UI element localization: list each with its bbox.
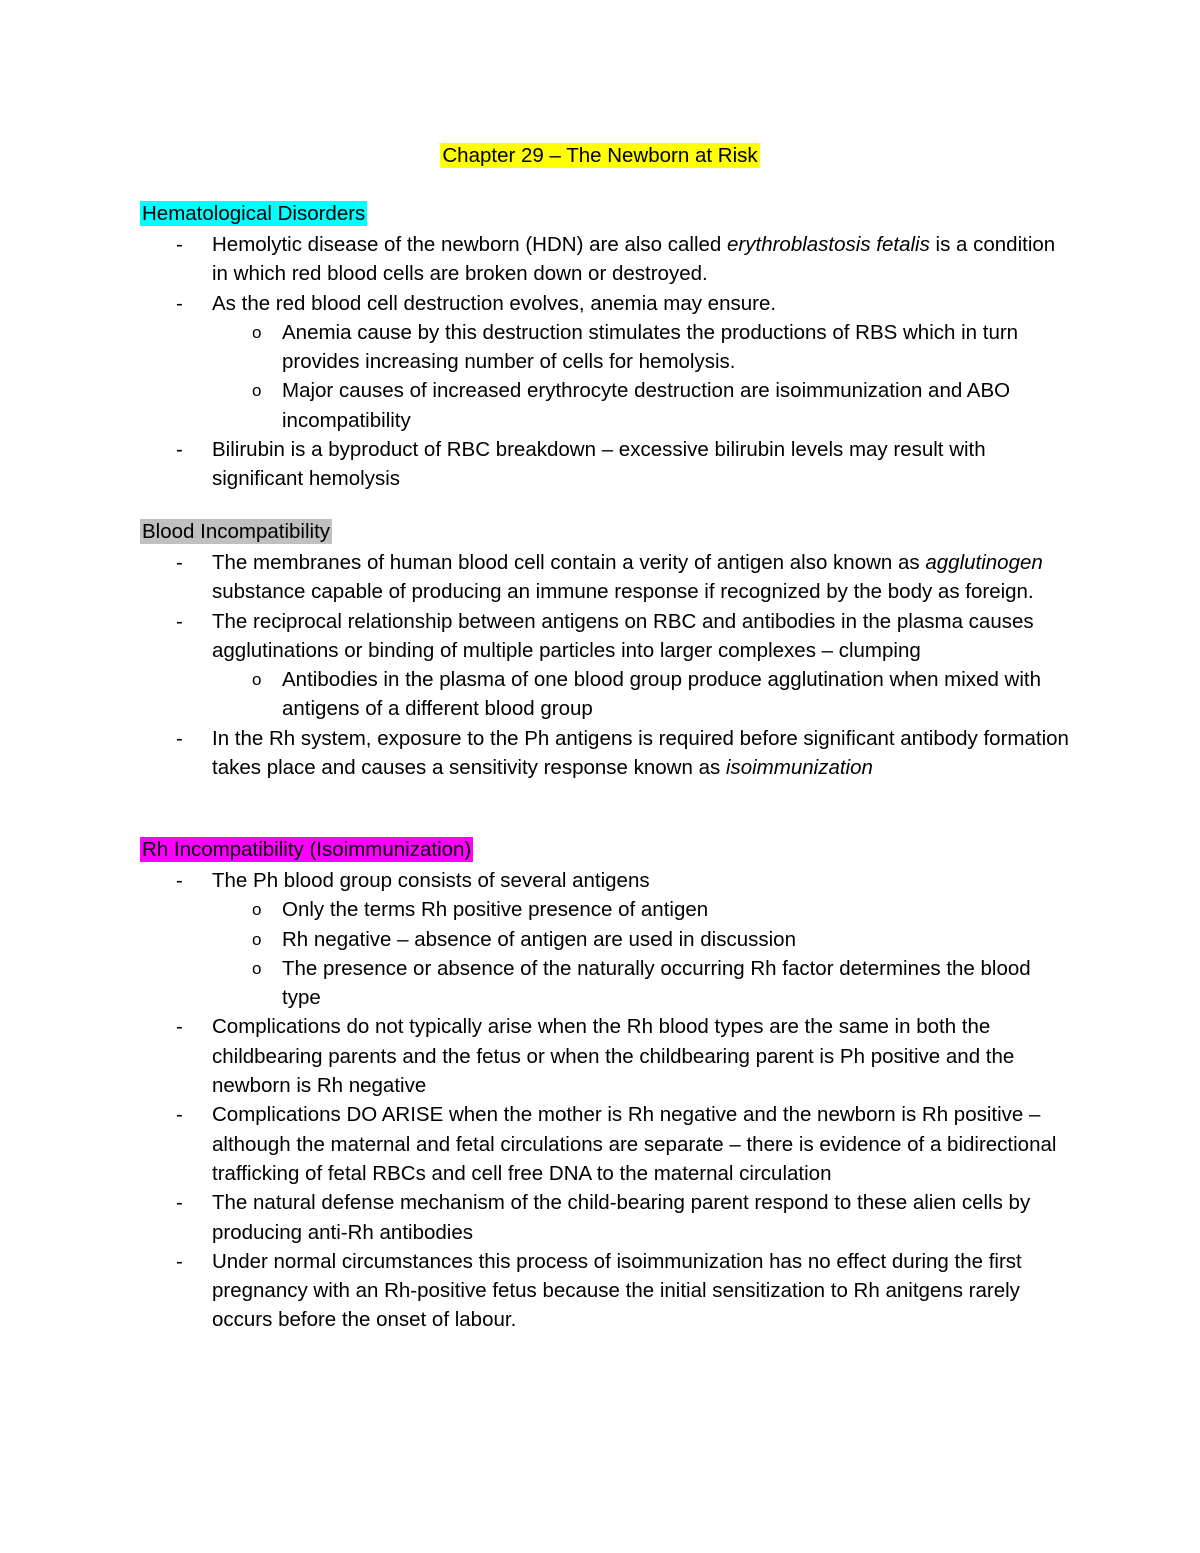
bullet-text: The reciprocal relationship between antigens on RBC and antibodies in the plasma causes agglutinations or binding of multiple particles into larger complexes – clumping xyxy=(212,609,1034,662)
circle-marker: o xyxy=(252,670,262,690)
list-item xyxy=(140,289,1070,435)
sub-list-item xyxy=(212,376,1070,435)
section-blood-incompatibility xyxy=(140,516,1070,782)
section-heading xyxy=(140,198,1070,230)
list-item xyxy=(140,230,1070,289)
bullet-list xyxy=(140,866,1070,1335)
sub-bullet-text: Rh negative – absence of antigen are used in discussion xyxy=(282,927,796,951)
dash-marker: - xyxy=(176,869,183,892)
list-item xyxy=(140,1247,1070,1335)
dash-marker: - xyxy=(176,726,183,750)
bullet-text: Bilirubin is a byproduct of RBC breakdown – excessive bilirubin levels may result with significant hemolysis xyxy=(212,438,986,491)
bullet-text: The Ph blood group consists of several antigens xyxy=(212,869,650,892)
sub-list-item xyxy=(212,925,1070,954)
bullet-text: Under normal circumstances this process of isoimmunization has no effect during the first pregnancy with an Rh-positive fetus because the initial sensitization to Rh anitgens rarely occurs before the onset of labour. xyxy=(212,1249,1022,1332)
bullet-list xyxy=(140,548,1070,782)
dash-marker: - xyxy=(176,1015,183,1039)
sub-list xyxy=(212,665,1070,724)
italic-term: agglutinogen xyxy=(925,551,1043,574)
bullet-list xyxy=(140,230,1070,494)
heading-rh-incompatibility: Rh Incompatibility (Isoimmunization) xyxy=(142,838,472,861)
dash-marker: - xyxy=(176,1103,183,1127)
section-rh-incompatibility xyxy=(140,834,1070,1335)
circle-marker: o xyxy=(252,900,262,920)
bullet-text: Complications do not typically arise when the Rh blood types are the same in both the childbearing parents and the fetus or when the childbearing parent is Ph positive and the newborn is Rh negative xyxy=(212,1015,1015,1098)
sub-list xyxy=(212,895,1070,1012)
section-hematological xyxy=(140,198,1070,494)
heading-blood-incompatibility: Blood Incompatibility xyxy=(142,520,331,543)
bullet-text: is a condition in which red blood cells are broken down or destroyed. xyxy=(212,233,1056,286)
sub-list-item xyxy=(212,665,1070,724)
dash-marker: - xyxy=(176,438,183,462)
page-title: Chapter 29 – The Newborn at Risk xyxy=(442,144,758,167)
dash-marker: - xyxy=(176,291,183,315)
sub-bullet-text: The presence or absence of the naturally occurring Rh factor determines the blood type xyxy=(282,956,1031,1010)
list-item xyxy=(140,1100,1070,1188)
circle-marker: o xyxy=(252,322,262,342)
sub-list xyxy=(212,318,1070,435)
sub-bullet-text: Only the terms Rh positive presence of antigen xyxy=(282,898,709,922)
circle-marker: o xyxy=(252,958,262,978)
dash-marker: - xyxy=(176,609,183,633)
bullet-text: Complications DO ARISE when the mother is Rh negative and the newborn is Rh positive – although the maternal and fetal circulations are separate – there is evidence of a bidirectional trafficking of fetal RBCs and cell free DNA to the maternal circulation xyxy=(212,1103,1057,1185)
dash-marker: - xyxy=(176,1249,183,1273)
list-item xyxy=(140,607,1070,724)
section-heading xyxy=(140,516,1070,548)
dash-marker: - xyxy=(176,233,183,256)
list-item xyxy=(140,435,1070,494)
sub-list-item xyxy=(212,318,1070,377)
list-item xyxy=(140,866,1070,1012)
bullet-text: The natural defense mechanism of the child-bearing parent respond to these alien cells by producing anti-Rh antibodies xyxy=(212,1191,1031,1244)
sub-list-item xyxy=(212,954,1070,1013)
sub-bullet-text: Antibodies in the plasma of one blood group produce agglutination when mixed with antigens of a different blood group xyxy=(282,668,1042,721)
title-line xyxy=(0,140,1200,172)
list-item xyxy=(140,724,1070,783)
circle-marker: o xyxy=(252,929,262,949)
circle-marker: o xyxy=(252,381,262,401)
italic-term: isoimmunization xyxy=(725,756,873,780)
list-item xyxy=(140,1188,1070,1247)
dash-marker: - xyxy=(176,1191,183,1215)
list-item xyxy=(140,548,1070,607)
section-heading xyxy=(140,834,1070,866)
sub-bullet-text: Anemia cause by this destruction stimulates the productions of RBS which in turn provides increasing number of cells for hemolysis. xyxy=(282,320,1019,374)
bullet-text: The membranes of human blood cell contain a verity of antigen also known as xyxy=(212,551,926,574)
bullet-text: As the red blood cell destruction evolves, anemia may ensure. xyxy=(212,291,777,315)
list-item xyxy=(140,1012,1070,1100)
bullet-text: Hemolytic disease of the newborn (HDN) are also called xyxy=(212,233,728,256)
bullet-text: In the Rh system, exposure to the Ph antigens is required before significant antibody formation takes place and causes a sensitivity response known as xyxy=(212,726,1069,780)
italic-term: erythroblastosis fetalis xyxy=(727,233,930,256)
heading-hematological: Hematological Disorders xyxy=(142,202,366,225)
dash-marker: - xyxy=(176,551,183,574)
sub-bullet-text: Major causes of increased erythrocyte destruction are isoimmunization and ABO incompatibility xyxy=(282,379,1011,432)
bullet-text: substance capable of producing an immune response if recognized by the body as foreign. xyxy=(212,580,1034,604)
sub-list-item xyxy=(212,895,1070,924)
